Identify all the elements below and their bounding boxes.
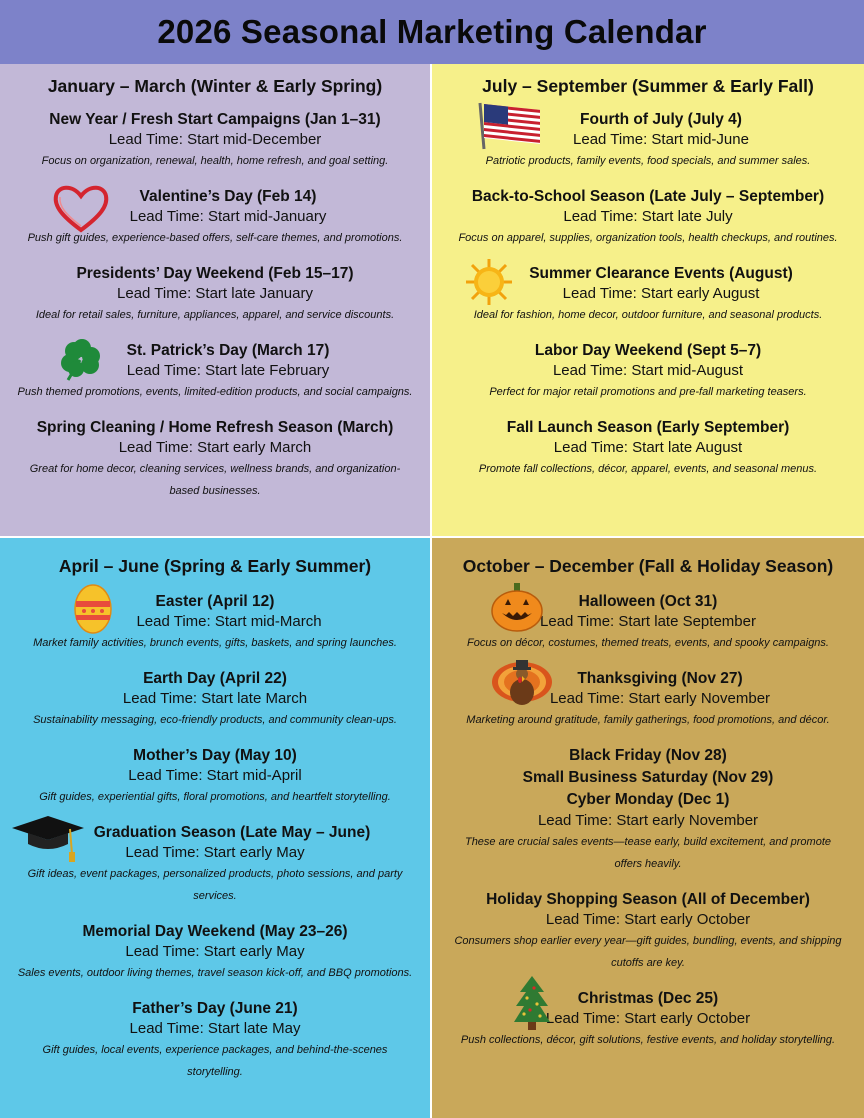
event-memorial-day	[14, 921, 416, 984]
us-flag-icon	[474, 101, 544, 151]
event-earth-day	[14, 668, 416, 731]
event-description: Focus on apparel, supplies, organization tools, health checkups, and routines.	[458, 232, 838, 244]
event-easter	[14, 591, 416, 654]
event-lead-time: Lead Time: Start mid-June	[573, 131, 749, 148]
event-title: Fall Launch Season (Early September)	[506, 419, 790, 436]
event-title: New Year / Fresh Start Campaigns (Jan 1–31)	[49, 111, 381, 128]
event-lead-time: Lead Time: Start late February	[126, 362, 330, 379]
quadrant-title: January – March (Winter & Early Spring)	[47, 76, 383, 96]
event-graduation	[14, 822, 416, 907]
event-title: Fourth of July (July 4)	[580, 111, 742, 128]
event-fourth-of-july	[446, 109, 850, 172]
event-title-3: Cyber Monday (Dec 1)	[566, 791, 730, 808]
event-thanksgiving	[446, 668, 850, 731]
easter-egg-icon	[72, 581, 114, 635]
event-lead-time: Lead Time: Start mid-March	[136, 613, 322, 630]
quadrant-apr-jun	[0, 538, 432, 1118]
quadrant-title: October – December (Fall & Holiday Season)	[462, 556, 834, 576]
event-title: St. Patrick’s Day (March 17)	[126, 342, 330, 359]
event-description: Sales events, outdoor living themes, travel season kick-off, and BBQ promotions.	[17, 967, 413, 979]
event-description: Market family activities, brunch events, gifts, baskets, and spring launches.	[33, 637, 397, 649]
event-valentines	[14, 186, 416, 249]
event-description: Push themed promotions, events, limited-edition products, and social campaigns.	[17, 386, 413, 398]
event-lead-time: Lead Time: Start early August	[562, 285, 760, 302]
event-mothers-day	[14, 745, 416, 808]
event-title: Thanksgiving (Nov 27)	[577, 670, 743, 687]
event-title-2: Small Business Saturday (Nov 29)	[522, 769, 774, 786]
event-lead-time: Lead Time: Start early October	[545, 911, 751, 928]
event-fall-launch	[446, 417, 850, 480]
event-title: Memorial Day Weekend (May 23–26)	[82, 923, 348, 940]
header-banner	[0, 0, 864, 64]
quadrant-oct-dec	[432, 538, 864, 1118]
graduation-cap-icon	[10, 814, 86, 864]
shamrock-icon	[58, 338, 104, 384]
quadrant-title: July – September (Summer & Early Fall)	[482, 76, 814, 96]
event-description: Gift guides, experiential gifts, floral promotions, and heartfelt storytelling.	[39, 791, 391, 803]
event-lead-time: Lead Time: Start mid-January	[129, 208, 327, 225]
event-description: Patriotic products, family events, food specials, and summer sales.	[485, 155, 811, 167]
heart-icon	[52, 182, 110, 234]
event-black-friday-weekend	[446, 745, 850, 875]
event-lead-time: Lead Time: Start early March	[118, 439, 312, 456]
event-title: Black Friday (Nov 28)	[569, 747, 727, 764]
pumpkin-icon	[490, 581, 544, 633]
event-description: Great for home decor, cleaning services, wellness brands, and organization-based businesses.	[29, 463, 401, 497]
event-lead-time: Lead Time: Start late August	[553, 439, 743, 456]
event-halloween	[446, 591, 850, 654]
event-lead-time: Lead Time: Start mid-December	[108, 131, 322, 148]
event-description: Ideal for retail sales, furniture, appliances, apparel, and service discounts.	[35, 309, 395, 321]
event-description: Sustainability messaging, eco-friendly products, and community clean-ups.	[33, 714, 397, 726]
quadrant-jan-mar	[0, 64, 432, 538]
event-description: Push gift guides, experience-based offers, self-care themes, and promotions.	[27, 232, 403, 244]
event-lead-time: Lead Time: Start mid-April	[128, 767, 302, 784]
event-st-patricks	[14, 340, 416, 403]
event-lead-time: Lead Time: Start late January	[117, 285, 313, 302]
event-title: Labor Day Weekend (Sept 5–7)	[534, 342, 762, 359]
event-labor-day	[446, 340, 850, 403]
event-spring-cleaning	[14, 417, 416, 502]
event-lead-time: Lead Time: Start late May	[129, 1020, 301, 1037]
event-summer-clearance	[446, 263, 850, 326]
quadrant-title: April – June (Spring & Early Summer)	[58, 556, 372, 576]
event-lead-time: Lead Time: Start early November	[549, 690, 771, 707]
event-lead-time: Lead Time: Start early May	[125, 844, 305, 861]
event-back-to-school	[446, 186, 850, 249]
event-lead-time: Lead Time: Start early May	[125, 943, 305, 960]
event-new-year	[14, 109, 416, 172]
event-lead-time: Lead Time: Start mid-August	[552, 362, 744, 379]
quadrant-jul-sep	[432, 64, 864, 538]
event-title: Father’s Day (June 21)	[132, 1000, 298, 1017]
event-title: Valentine’s Day (Feb 14)	[139, 188, 317, 205]
event-holiday-shopping	[446, 889, 850, 974]
event-description: Push collections, décor, gift solutions, festive events, and holiday storytelling.	[460, 1034, 836, 1046]
event-title: Holiday Shopping Season (All of December)	[486, 891, 810, 908]
event-lead-time: Lead Time: Start late September	[540, 613, 756, 630]
event-title: Presidents’ Day Weekend (Feb 15–17)	[76, 265, 354, 282]
event-description: Marketing around gratitude, family gatherings, food promotions, and décor.	[466, 714, 830, 726]
event-lead-time: Lead Time: Start late July	[563, 208, 733, 225]
event-description: Perfect for major retail promotions and pre-fall marketing teasers.	[489, 386, 807, 398]
event-lead-time: Lead Time: Start late March	[122, 690, 308, 707]
event-description: These are crucial sales events—tease early, build excitement, and promote offers heavily.	[464, 836, 832, 870]
event-title: Graduation Season (Late May – June)	[93, 824, 371, 841]
event-title: Mother’s Day (May 10)	[133, 747, 297, 764]
event-description: Consumers shop earlier every year—gift guides, bundling, events, and shipping cutoffs are key.	[454, 935, 842, 969]
event-lead-time: Lead Time: Start early October	[545, 1010, 751, 1027]
event-title: Earth Day (April 22)	[143, 670, 287, 687]
event-description: Focus on organization, renewal, health, home refresh, and goal setting.	[41, 155, 389, 167]
sun-icon	[464, 257, 514, 307]
event-presidents-day	[14, 263, 416, 326]
event-description: Ideal for fashion, home decor, outdoor furniture, and seasonal products.	[473, 309, 823, 321]
event-title: Halloween (Oct 31)	[578, 593, 718, 610]
event-lead-time: Lead Time: Start early November	[537, 812, 759, 829]
event-title: Spring Cleaning / Home Refresh Season (March)	[36, 419, 394, 436]
event-description: Gift ideas, event packages, personalized products, photo sessions, and party services.	[27, 868, 403, 902]
turkey-icon	[490, 658, 554, 712]
event-christmas	[446, 988, 850, 1051]
event-description: Promote fall collections, décor, apparel, events, and seasonal menus.	[478, 463, 818, 475]
event-description: Focus on décor, costumes, themed treats, events, and spooky campaigns.	[467, 637, 829, 649]
event-title: Christmas (Dec 25)	[577, 990, 719, 1007]
event-fathers-day	[14, 998, 416, 1083]
page-title: 2026 Seasonal Marketing Calendar	[157, 13, 707, 50]
event-description: Gift guides, local events, experience packages, and behind-the-scenes storytelling.	[42, 1044, 388, 1078]
event-title: Easter (April 12)	[155, 593, 275, 610]
christmas-tree-icon	[512, 974, 552, 1032]
event-title: Back-to-School Season (Late July – September)	[471, 188, 825, 205]
event-title: Summer Clearance Events (August)	[529, 265, 793, 282]
